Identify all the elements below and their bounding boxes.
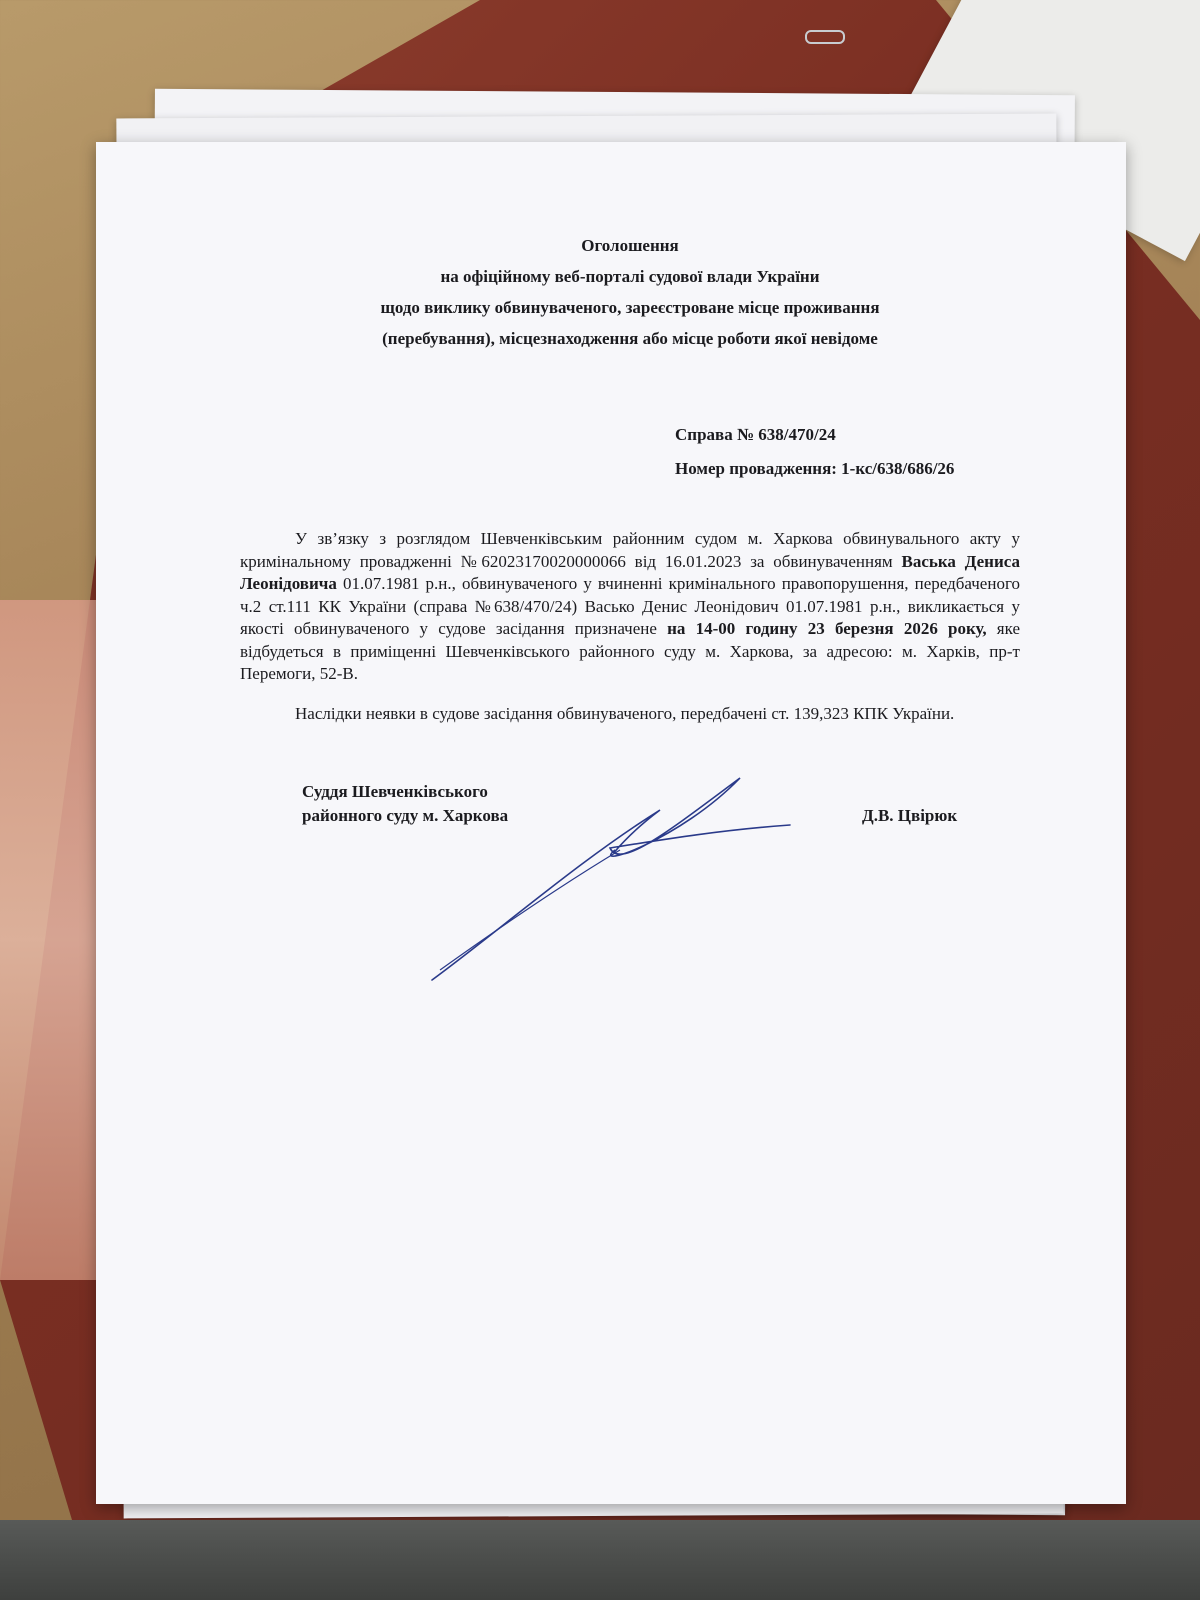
paper-clip-icon xyxy=(805,30,845,44)
handwritten-signature xyxy=(420,770,840,990)
case-number: Справа № 638/470/24 xyxy=(675,425,836,444)
accused-name: Васька Дениса Леонідовича xyxy=(240,551,1021,593)
bottom-surface xyxy=(0,1520,1200,1600)
heading-line-1: Оголошення xyxy=(581,236,679,255)
heading-line-4: (перебування), місцезнаходження або місце роботи якої невідоме xyxy=(382,329,878,348)
heading-line-2: на офіційному веб-порталі судової влади України xyxy=(440,267,820,286)
folder-pink-edge xyxy=(0,600,110,1280)
judge-name: Д.В. Цвірюк xyxy=(862,806,958,825)
document-heading xyxy=(240,230,1020,354)
paragraph-text: яке відбудеться в приміщенні Шевченківського районного суду м. Харкова, за адресою: м. Харків, пр-т Перемоги, 52-В. xyxy=(240,619,1021,683)
paragraph-text: У зв’язку з розглядом Шевченківським районним судом м. Харкова обвинувального акту у кримінальному провадженні №62023170020000066 від 16.01.2023 за обвинуваченням xyxy=(240,529,1020,571)
paragraph-text: 01.07.1981 р.н., обвинуваченого у вчиненні кримінального правопорушення, передбаченого ч.2 ст.111 КК України (справа №638/470/24) Васько Денис Леонідович 01.07.1981 р.н., викликається у якості обвинуваченого у судове засідання призначене xyxy=(240,574,1020,638)
proceeding-number: Номер провадження: 1-кс/638/686/26 xyxy=(675,459,955,478)
paragraph-summons xyxy=(240,528,1020,686)
heading-line-3: щодо виклику обвинуваченого, зареєстроване місце проживання xyxy=(380,298,880,317)
case-info xyxy=(675,418,1020,486)
hearing-datetime: на 14-00 годину 23 березня 2026 року, xyxy=(667,619,987,638)
judge-title-line-1: Суддя Шевченківського xyxy=(302,782,488,801)
announcement-document xyxy=(240,230,1020,840)
judge-title-line-2: районного суду м. Харкова xyxy=(302,806,509,825)
paragraph-consequences: Наслідки неявки в судове засідання обвинуваченого, передбачені ст. 139,323 КПК України. xyxy=(295,703,955,723)
